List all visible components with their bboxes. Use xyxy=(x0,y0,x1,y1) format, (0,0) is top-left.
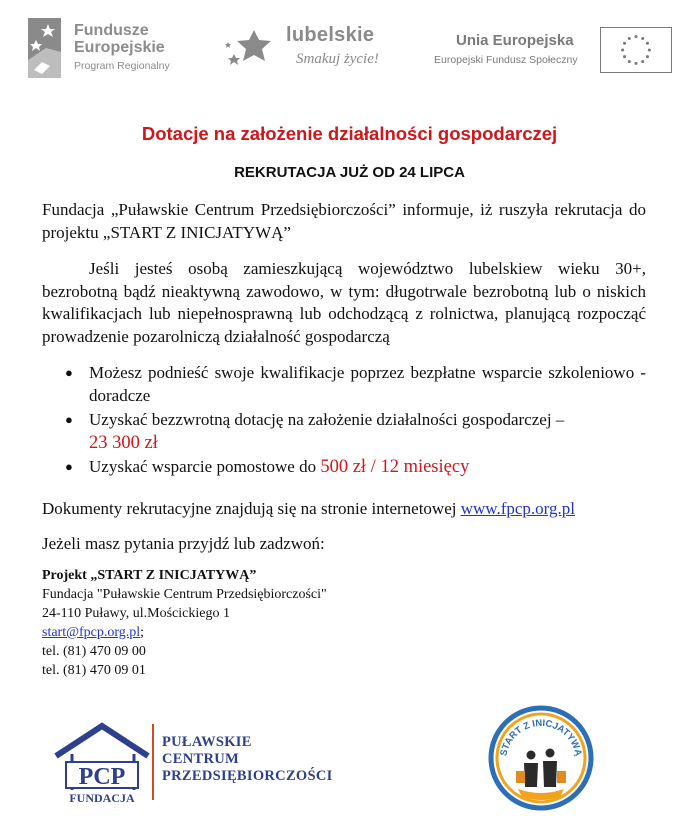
contact-address: 24-110 Puławy, ul.Mościckiego 1 xyxy=(42,606,230,621)
lubelskie-logo xyxy=(224,18,389,80)
ue-line1: Unia Europejska xyxy=(456,32,574,49)
intro-paragraph: Fundacja „Puławskie Centrum Przedsiębiorczości” informuje, iż ruszyła rekrutacja do projektu „START Z INICJATYWĄ” xyxy=(42,200,646,242)
support-amount: 500 zł / 12 miesięcy xyxy=(320,457,470,477)
website-link[interactable]: www.fpcp.org.pl xyxy=(460,499,575,518)
page-title: Dotacje na założenie działalności gospodarczej xyxy=(141,123,558,144)
contact-project: Projekt „START Z INICJATYWĄ” xyxy=(42,568,257,583)
bullet-icon: ● xyxy=(65,459,73,474)
header-logos xyxy=(0,0,699,95)
email-link[interactable]: start@fpcp.org.pl xyxy=(42,625,141,640)
contact-email-line xyxy=(42,623,327,642)
documents-text: Dokumenty rekrutacyjne znajdują się na stronie internetowej xyxy=(42,499,457,518)
lubelskie-name: lubelskie xyxy=(286,24,375,46)
benefits-list xyxy=(64,362,646,481)
pcp-fundacja-logo xyxy=(50,718,165,804)
eligibility-paragraph: Jeśli jesteś osobą zamieszkującą województwo lubelskiew wieku 30+, bezrobotną bądź nieaktywną zawodowo, w tym: długotrwale bezrobotną lub o niskich kwalifikacjach lub niepełnosprawną lub odchodzącą z rolnictwa, planującą rozpocząć prowadzenie pozarolniczą działalność gospodarczą xyxy=(42,259,646,346)
benefit-text: Uzyskać bezzwrotną dotację na założenie działalności gospodarczej – xyxy=(89,410,565,429)
documents-line xyxy=(42,498,652,520)
bullet-icon: ● xyxy=(65,365,73,380)
unia-europejska-logo xyxy=(434,18,679,80)
pcp-line3: PRZEDSIĘBIORCZOŚCI xyxy=(162,768,333,784)
page-subtitle: REKRUTACJA JUŻ OD 24 LIPCA xyxy=(234,164,465,181)
email-suffix: ; xyxy=(140,625,145,640)
list-item xyxy=(64,362,646,407)
contact-phone-1: tel. (81) 470 09 00 xyxy=(42,644,146,659)
fundusze-europejskie-logo xyxy=(28,18,213,80)
benefit-text: Możesz podnieść swoje kwalifikacje poprzez bezpłatne wsparcie szkoleniowo - doradcze xyxy=(89,363,646,405)
questions-line: Jeżeli masz pytania przyjdź lub zadzwoń: xyxy=(42,534,325,553)
list-item xyxy=(64,456,646,479)
list-item xyxy=(64,409,646,454)
lubelskie-slogan: Smakuj życie! xyxy=(296,51,379,67)
contact-org: Fundacja "Puławskie Centrum Przedsiębiorczości" xyxy=(42,587,327,602)
fe-line3: Program Regionalny xyxy=(74,60,170,72)
benefit-text: Uzyskać wsparcie pomostowe do xyxy=(89,457,317,476)
fundusze-europejskie-mark-icon xyxy=(28,18,61,78)
fe-line2: Europejskie xyxy=(74,39,165,56)
pcp-abbr: PCP xyxy=(78,764,126,790)
pcp-name xyxy=(162,734,333,785)
contact-block xyxy=(42,566,327,680)
pcp-divider xyxy=(152,724,154,800)
start-logo-text: START Z INICJATYWĄ xyxy=(498,717,584,758)
pcp-fundacja: FUNDACJA xyxy=(69,791,135,804)
contact-phone-2: tel. (81) 470 09 01 xyxy=(42,663,146,678)
fe-line1: Fundusze xyxy=(74,22,149,39)
eu-flag-icon xyxy=(600,27,672,73)
start-z-inicjatywa-logo xyxy=(488,705,594,811)
pcp-line1: PUŁAWSKIE xyxy=(162,734,252,750)
lubelskie-mark-icon xyxy=(224,24,278,68)
pcp-line2: CENTRUM xyxy=(162,751,240,767)
grant-amount: 23 300 zł xyxy=(89,432,158,453)
ue-line2: Europejski Fundusz Społeczny xyxy=(434,54,578,66)
bullet-icon: ● xyxy=(65,412,73,427)
